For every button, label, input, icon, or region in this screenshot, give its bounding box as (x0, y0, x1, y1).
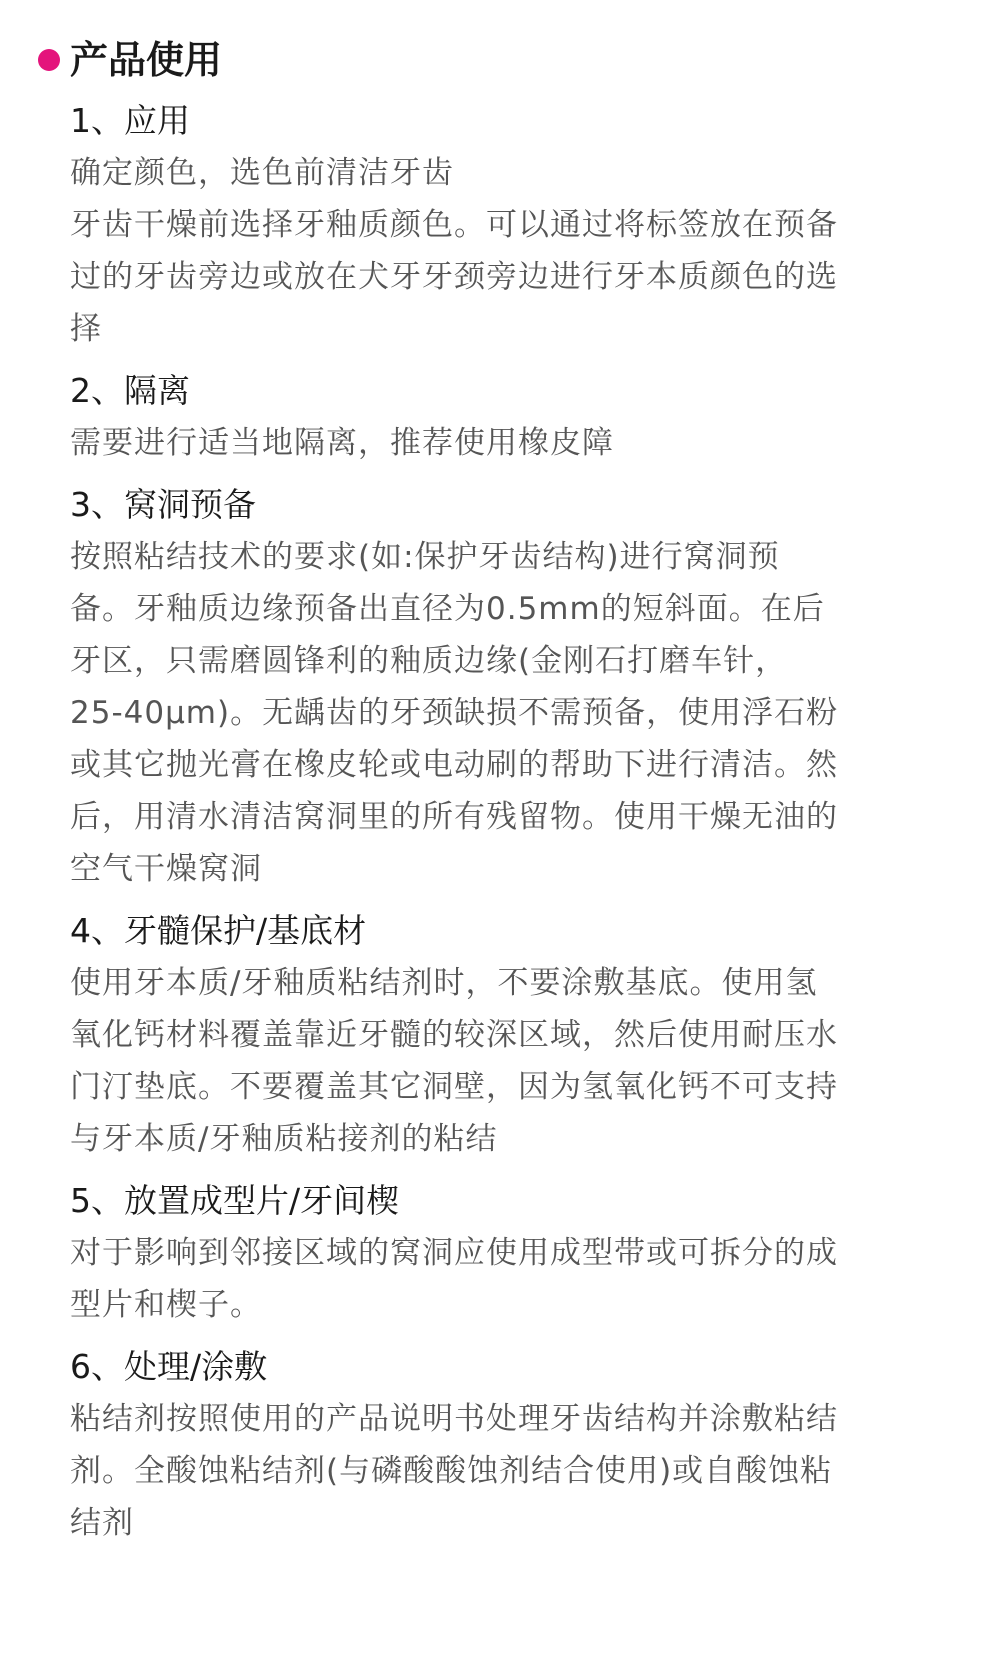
step-text-line: 牙区，只需磨圆锋利的釉质边缘(金刚石打磨车针， (70, 643, 788, 679)
step-text-line: 门汀垫底。不要覆盖其它洞壁，因为氢氧化钙不可支持 (70, 1069, 838, 1105)
step-pulp-protection (70, 905, 932, 1165)
page-title: 产品使用 (70, 38, 223, 82)
step-text-line: 备。牙釉质边缘预备出直径为0.5mm的短斜面。在后 (70, 591, 825, 627)
step-text-line: 空气干燥窝洞 (70, 851, 262, 887)
step-title: 2、隔离 (70, 371, 190, 410)
step-text-line: 牙齿干燥前选择牙釉质颜色。可以通过将标签放在预备 (70, 207, 838, 243)
step-title: 3、窝洞预备 (70, 485, 256, 524)
step-text-line: 或其它抛光膏在橡皮轮或电动刷的帮助下进行清洁。然 (70, 747, 838, 783)
step-text-line: 与牙本质/牙釉质粘接剂的粘结 (70, 1121, 498, 1157)
step-text-line: 使用牙本质/牙釉质粘结剂时，不要涂敷基底。使用氢 (70, 965, 818, 1001)
step-text-line: 25-40μm)。无龋齿的牙颈缺损不需预备，使用浮石粉 (70, 695, 839, 731)
step-text-line: 过的牙齿旁边或放在犬牙牙颈旁边进行牙本质颜色的选 (70, 259, 838, 295)
step-text-line: 择 (70, 311, 102, 347)
step-application (70, 95, 932, 355)
step-title: 5、放置成型片/牙间楔 (70, 1181, 400, 1220)
step-title: 6、处理/涂敷 (70, 1347, 268, 1386)
step-treatment-application (70, 1341, 932, 1549)
bullet-dot-icon (38, 49, 60, 71)
step-title: 1、应用 (70, 101, 190, 140)
step-isolation (70, 365, 932, 469)
step-text-line: 后，用清水清洁窝洞里的所有残留物。使用干燥无油的 (70, 799, 838, 835)
usage-steps (70, 95, 932, 1549)
step-title: 4、牙髓保护/基底材 (70, 911, 367, 950)
step-text-line: 确定颜色，选色前清洁牙齿 (70, 155, 454, 191)
step-text-line: 对于影响到邻接区域的窝洞应使用成型带或可拆分的成 (70, 1235, 838, 1271)
step-text-line: 粘结剂按照使用的产品说明书处理牙齿结构并涂敷粘结 (70, 1401, 838, 1437)
section-heading (38, 30, 222, 90)
step-cavity-preparation (70, 479, 932, 895)
step-text-line: 结剂 (70, 1505, 134, 1541)
step-text-line: 按照粘结技术的要求(如:保护牙齿结构)进行窝洞预 (70, 539, 780, 575)
step-text-line: 型片和楔子。 (70, 1287, 262, 1323)
step-text-line: 剂。全酸蚀粘结剂(与磷酸酸蚀剂结合使用)或自酸蚀粘 (70, 1453, 833, 1489)
step-text-line: 氧化钙材料覆盖靠近牙髓的较深区域，然后使用耐压水 (70, 1017, 838, 1053)
step-text-line: 需要进行适当地隔离，推荐使用橡皮障 (70, 425, 614, 461)
step-matrix-wedge (70, 1175, 932, 1331)
